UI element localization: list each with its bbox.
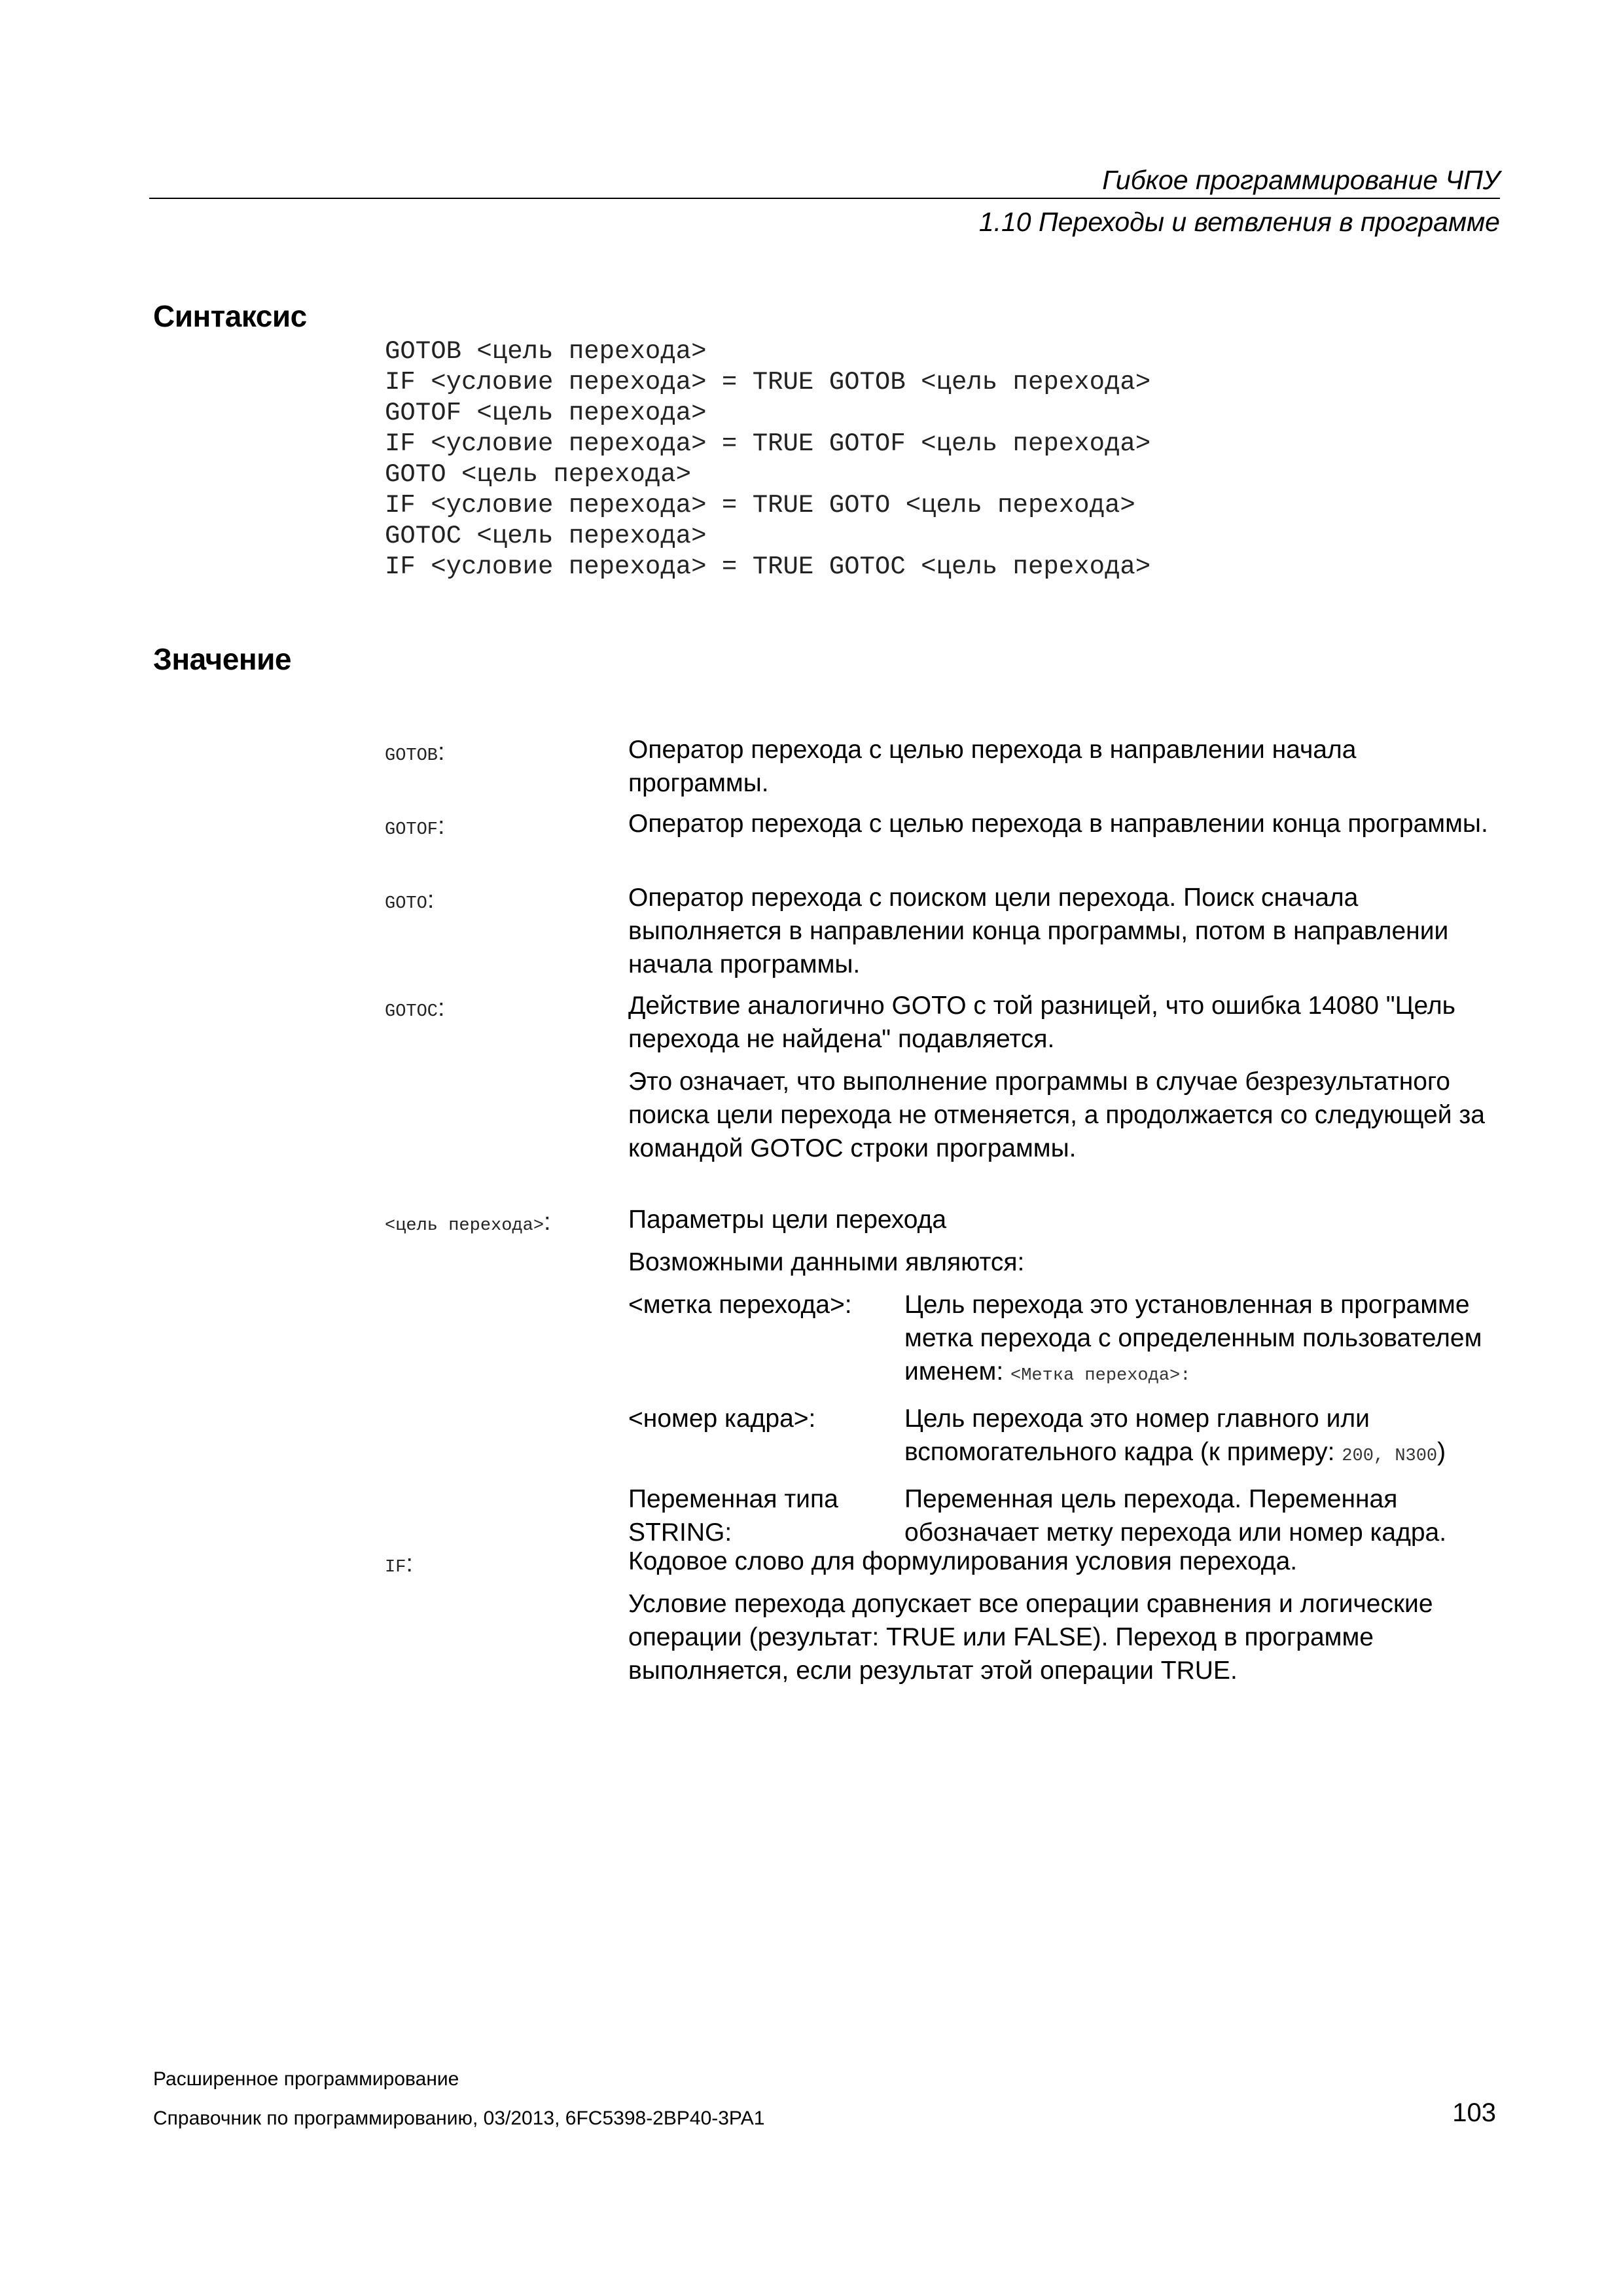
term-if: IF: [385, 1550, 413, 1577]
term-gotoc: GOTOC: [385, 994, 445, 1022]
subdef-block-number: <номер кадра>: Цель перехода это номер главного или вспомогательного кадра (к примеру: 200, N300) [628, 1405, 1446, 1466]
description-gotob: Оператор перехода с целью перехода в направлении начала программы. [628, 736, 1357, 797]
footer-reference: Справочник по программированию, 03/2013, 6FC5398-2BP40-3PA1 [153, 2108, 765, 2129]
syntax-heading: Синтаксис [153, 299, 307, 333]
syntax-code-block [385, 336, 1150, 583]
syntax-line: IF <условие перехода> = TRUE GOTOC <цель перехода> [385, 552, 1151, 581]
syntax-line: GOTOF <цель перехода> [385, 399, 707, 427]
description-goto: Оператор перехода с поиском цели перехода. Поиск сначала выполняется в направлении конца программы, потом в направлении начала программы. [628, 884, 1449, 978]
term-jump-target: <цель перехода>: [385, 1208, 551, 1236]
footer-book-title: Расширенное программирование [153, 2068, 459, 2090]
subdef-string-variable: Переменная типа STRING: Переменная цель перехода. Переменная обозначает метку перехода или номер кадра. [628, 1485, 1447, 1547]
syntax-line: IF <условие перехода> = TRUE GOTOF <цель перехода> [385, 429, 1151, 458]
syntax-line: IF <условие перехода> = TRUE GOTOB <цель перехода> [385, 368, 1151, 397]
running-header-title: Гибкое программирование ЧПУ [1102, 165, 1500, 195]
term-goto: GOTO: [385, 886, 435, 914]
syntax-line: GOTOC <цель перехода> [385, 522, 707, 550]
syntax-line: IF <условие перехода> = TRUE GOTO <цель перехода> [385, 491, 1135, 520]
description-jump-target: Параметры цели перехода Возможными данными являются: <метка перехода>: Цель перехода это установленная в программе метка перехода с определенным пользователем именем: <Метка перехода>: <номер кадра>: Цель перехода это номер главного или вспомогательного кадра (к примеру: 200, N300) Переменная типа STRING: Переменная цель перехода. Переменная обозначает метку перехода или номер кадра. [628, 1203, 1499, 1549]
description-gotof: Оператор перехода с целью перехода в направлении конца программы. [628, 810, 1488, 838]
syntax-line: GOTO <цель перехода> [385, 460, 692, 489]
header-rule [149, 198, 1500, 199]
term-gotof: GOTOF: [385, 812, 445, 840]
subdef-label: <метка перехода>: Цель перехода это установленная в программе метка перехода с определенным пользователем именем: <Метка перехода>: [628, 1291, 1482, 1386]
syntax-line: GOTOB <цель перехода> [385, 337, 707, 366]
running-header-section: 1.10 Переходы и ветвления в программе [978, 207, 1500, 237]
page-number: 103 [1452, 2098, 1496, 2127]
description-gotoc: Действие аналогично GOTO с той разницей, что ошибка 14080 "Цель перехода не найдена" подавляется. Это означает, что выполнение программы в случае безрезультатного поиска цели перехода не отменяется, а продолжается со следующей за командой GOTOC строки программы. [628, 992, 1485, 1162]
term-gotob: GOTOB: [385, 738, 445, 766]
description-if: Кодовое слово для формулирования условия перехода. Условие перехода допускает все операции сравнения и логические операции (результат: TRUE или FALSE). Переход в программе выполняется, если результат этой операции TRUE. [628, 1547, 1433, 1685]
meaning-heading: Значение [153, 642, 291, 676]
